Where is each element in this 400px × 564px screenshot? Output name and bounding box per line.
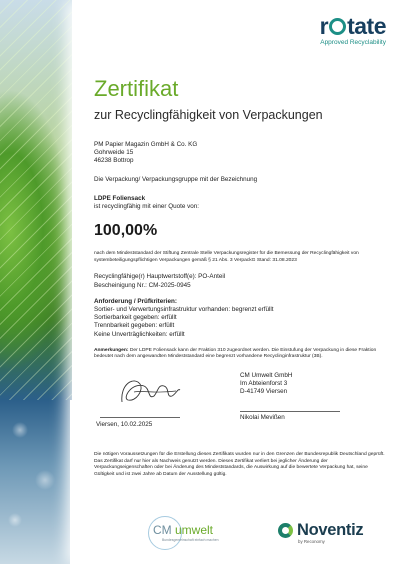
company-city: 46238 Bottrop xyxy=(94,157,134,165)
certificate-number: Bescheinigung Nr.: CM-2025-0945 xyxy=(94,281,191,289)
signature-block xyxy=(94,372,194,428)
cm-umwelt-logo xyxy=(148,516,232,552)
remarks xyxy=(94,348,390,361)
rotate-wordmark-start: r xyxy=(319,13,329,39)
cm-wordmark xyxy=(153,523,213,537)
issuer-signature-line xyxy=(240,411,340,412)
legal-disclaimer: Die nötigen Voraussetzungen für die Erstellung dieses Zertifikats wurden nur in den Grenzen der Bundesrepublik Deutschland geprüft. Das Zertifikat darf nur hier als Nachweis genutzt werden. Dieses Zertifikat verliert bei jeglicher Änderung der Verpackungseigenschaften oder bei Änderung des Mindeststandards, die Auswirkung auf die bewertete Verpackung hat, seine Gültigkeit und ist zwei Jahre ab Datum der Ausstellung gültig. xyxy=(94,452,385,477)
rotate-wordmark-end: tate xyxy=(347,13,386,39)
requirement-item: Sortierbarkeit gegeben: erfüllt xyxy=(94,314,177,322)
certificate-body xyxy=(94,76,390,361)
handwritten-signature xyxy=(114,372,184,412)
signature-date: Viersen, 10.02.2025 xyxy=(96,421,153,428)
water-background xyxy=(0,400,70,564)
issuer-street: Im Abteienforst 3 xyxy=(240,380,288,388)
intro-text: Die Verpackung/ Verpackungsgruppe mit der Bezeichnung xyxy=(94,175,258,183)
requirements-heading: Anforderung / Prüfkriterien: xyxy=(94,297,177,305)
rotate-tagline: Approved Recyclability xyxy=(320,39,386,46)
quota-text: ist recyclingfähig mit einer Quote von: xyxy=(94,203,199,211)
rotate-o-icon xyxy=(329,18,346,35)
noventiz-wordmark: Noventiz xyxy=(297,521,364,539)
remarks-text: Der LDPE Foliensack kann der Fraktion 310 zugeordnet werden. Die Einstufung der Verpackung in diese Fraktion bedeutet nach dem angewandten Mindeststandard eine begrenzt vorhandene Recyclinginfrastruktur (3B). xyxy=(94,347,377,360)
requirement-item: Sortier- und Verwertungsinfrastruktur vorhanden: begrenzt erfüllt xyxy=(94,306,274,314)
certificate-subtitle: zur Recyclingfähigkeit von Verpackungen xyxy=(94,108,323,122)
cm-wordmark-cm: CM xyxy=(153,523,175,537)
issuer-city: D-41749 Viersen xyxy=(240,388,288,396)
signature-line xyxy=(100,417,180,418)
cm-wordmark-umwelt: umwelt xyxy=(175,523,214,537)
issuer-name: CM Umwelt GmbH xyxy=(240,372,293,379)
company-name: PM Papier Magazin GmbH & Co. KG xyxy=(94,141,198,148)
issuer-signatory: Nikolai Mevißen xyxy=(240,413,285,421)
noventiz-logo xyxy=(278,520,388,550)
noventiz-tagline: by Reconomy xyxy=(298,539,325,544)
issuer-block xyxy=(240,372,380,421)
company-address xyxy=(94,141,390,166)
product-name: LDPE Foliensack xyxy=(94,194,146,202)
standard-basis: nach dem Mindeststandard der Stiftung Zentrale Stelle Verpackungsregister für die Bemessung der Recyclingfähigkeit von systembeteiligungspflichtigen Verpackungen gemäß § 21 Abs. 3 VerpackG Stand: 31.08.2023 xyxy=(94,251,359,263)
noventiz-mark-icon xyxy=(278,523,293,538)
product-block xyxy=(94,195,390,211)
rotate-logo xyxy=(320,14,386,46)
recyclability-quota: 100,00% xyxy=(94,222,158,240)
cm-tagline: Bundesgemeinschaft einfach machen xyxy=(162,538,219,542)
certificate-title: Zertifikat xyxy=(94,76,179,101)
material-block xyxy=(94,273,390,289)
remarks-label: Anmerkungen: xyxy=(94,347,129,353)
company-street: Gohrweide 15 xyxy=(94,149,134,157)
requirement-item: Keine Unverträglichkeiten: erfüllt xyxy=(94,330,185,338)
requirements-block xyxy=(94,298,390,339)
requirement-item: Trennbarkeit gegeben: erfüllt xyxy=(94,322,175,330)
rotate-wordmark xyxy=(320,14,386,38)
material-line: Recyclingfähige(r) Hauptwertstoff(e): PO-Anteil xyxy=(94,273,226,281)
